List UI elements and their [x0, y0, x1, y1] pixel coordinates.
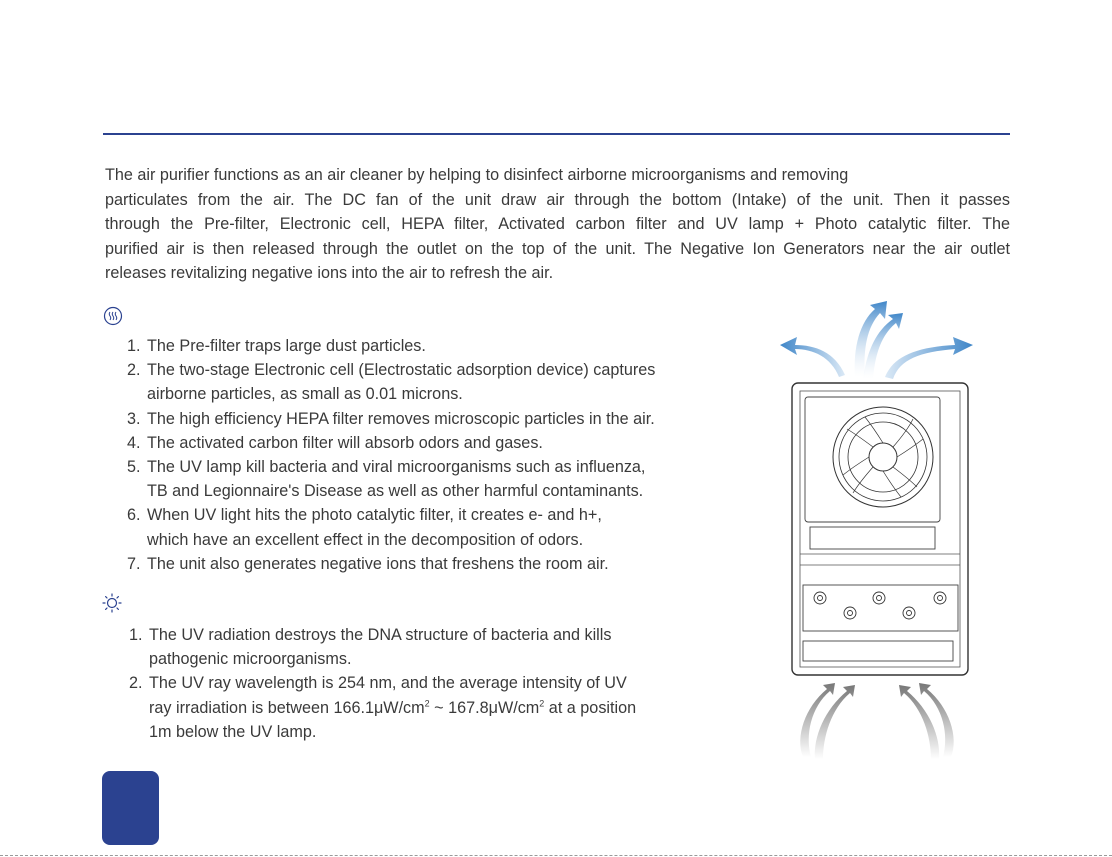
list-item: 1. The UV radiation destroys the DNA structure of bacteria and kills pathogenic microorganisms.	[129, 626, 612, 669]
header-rule	[103, 133, 1010, 135]
air-waves-icon	[103, 306, 123, 326]
outflow-arrows	[780, 301, 973, 379]
fan-icon	[833, 407, 933, 507]
intro-paragraph	[105, 163, 1010, 286]
list-item: 4. The activated carbon filter will absorb odors and gases.	[127, 433, 543, 452]
intro-line: purified air is then released through the outlet on the top of the unit. The Negative Ion Generators near the air outlet	[105, 239, 1010, 258]
list-item: 2. The two-stage Electronic cell (Electrostatic adsorption device) captures airborne particles, as small as 0.01 microns.	[127, 361, 656, 404]
list-item: 3. The high efficiency HEPA filter removes microscopic particles in the air.	[127, 409, 655, 428]
inflow-arrows	[800, 683, 953, 759]
intro-line: through the Pre-filter, Electronic cell, HEPA filter, Activated carbon filter and UV lamp + Photo catalytic filter. The	[105, 215, 1010, 233]
footer-dashed-line	[0, 855, 1112, 856]
list-item: 1. The Pre-filter traps large dust particles.	[127, 337, 426, 355]
intro-line: releases revitalizing negative ions into the air to refresh the air.	[105, 264, 554, 282]
sun-icon	[102, 593, 122, 613]
list-item: 2. The UV ray wavelength is 254 nm, and the average intensity of UV ray irradiation is between $166.1\mu W/cm^2$ ~ $167.8\mu W/cm^2$ at a position 1m below the UV lamp.	[129, 674, 637, 741]
intro-line: The air purifier functions as an air cleaner by helping to disinfect airborne microorganisms and removing	[105, 166, 849, 184]
section2-list	[129, 623, 689, 744]
section1-list	[127, 334, 727, 576]
list-item: 5. The UV lamp kill bacteria and viral microorganisms such as influenza, TB and Legionnaire's Disease as well as other harmful contaminants.	[127, 458, 646, 501]
list-item: 7. The unit also generates negative ions that freshens the room air.	[127, 554, 609, 573]
page-number-tab	[102, 771, 159, 845]
air-purifier-illustration	[775, 297, 980, 767]
list-item: 6. When UV light hits the photo catalytic filter, it creates e- and h+, which have an excellent effect in the decomposition of odors.	[127, 506, 602, 549]
intro-line: particulates from the air. The DC fan of the unit draw air through the bottom (Intake) of the unit. Then it passes	[105, 190, 1010, 209]
